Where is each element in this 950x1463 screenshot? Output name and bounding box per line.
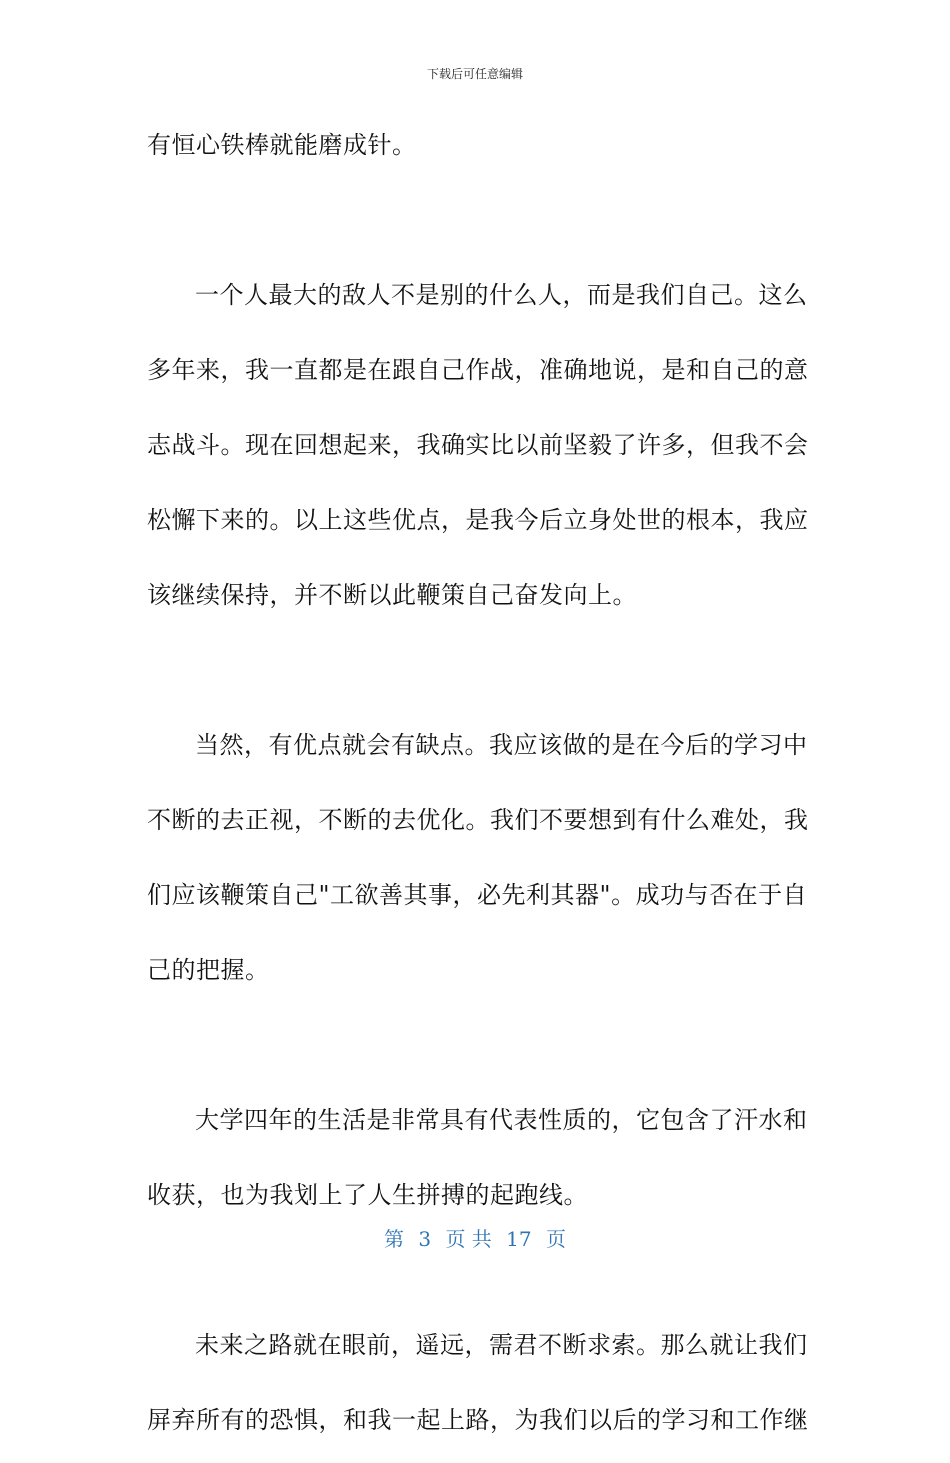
current-page-number: 3	[418, 1227, 432, 1251]
text-line: 未来之路就在眼前，遥远，需君不断求索。那么就让我们	[195, 1331, 808, 1359]
text-line: 松懈下来的。以上这些优点，是我今后立身处世的根本，我应	[147, 506, 809, 534]
footer-suffix: 页	[545, 1227, 566, 1251]
paragraph-gap	[147, 638, 797, 713]
text-line: 有恒心铁棒就能磨成针。	[147, 131, 417, 159]
page-header-note: 下载后可任意编辑	[426, 67, 523, 81]
text-line: 己的把握。	[147, 956, 270, 984]
text-line: 收获，也为我划上了人生拼搏的起跑线。	[147, 1181, 588, 1209]
text-line: 不断的去正视，不断的去优化。我们不要想到有什么难处，我	[147, 806, 809, 834]
footer-middle: 页 共	[445, 1227, 492, 1251]
text-line: 志战斗。现在回想起来，我确实比以前坚毅了许多，但我不会	[147, 431, 809, 459]
text-line: 一个人最大的敌人不是别的什么人，而是我们自己。这么	[195, 281, 808, 309]
paragraph-gap	[147, 1013, 797, 1088]
text-line: 屏弃所有的恐惧，和我一起上路，为我们以后的学习和工作继	[147, 1406, 809, 1434]
paragraph-gap	[147, 188, 797, 263]
total-pages-number: 17	[506, 1227, 532, 1251]
page-number-footer	[0, 1225, 950, 1253]
text-line: 当然，有优点就会有缺点。我应该做的是在今后的学习中	[195, 731, 808, 759]
document-body	[147, 113, 809, 1463]
text-line: 大学四年的生活是非常具有代表性质的，它包含了汗水和	[195, 1106, 808, 1134]
text-line: 们应该鞭策自己"工欲善其事，必先利其器"。成功与否在于自	[147, 881, 808, 909]
footer-prefix: 第	[384, 1227, 404, 1251]
text-line: 多年来，我一直都是在跟自己作战，准确地说，是和自己的意	[147, 356, 809, 384]
text-line: 该继续保持，并不断以此鞭策自己奋发向上。	[147, 581, 637, 609]
